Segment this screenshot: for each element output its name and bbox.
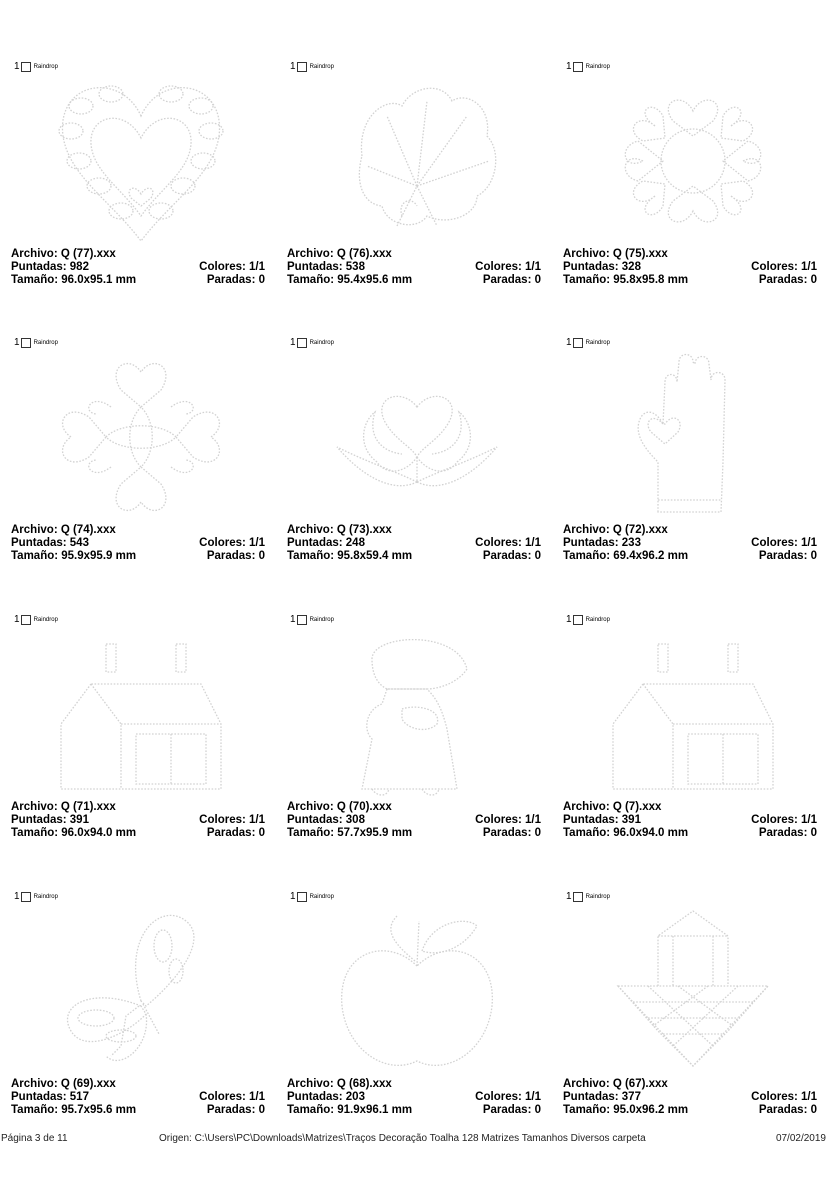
stop-count: Paradas: 0: [482, 550, 541, 562]
color-name: Raindrop: [309, 340, 334, 346]
color-count: Colores: 1/1: [199, 537, 265, 549]
design-info: [11, 1078, 265, 1117]
color-number: 1: [566, 891, 572, 902]
color-number: 1: [566, 61, 572, 72]
color-number: 1: [14, 614, 20, 625]
design-info: [563, 524, 817, 563]
color-count: Colores: 1/1: [751, 261, 817, 273]
origin-path: Origen: C:\Users\PC\Downloads\Matrizes\Traços Decoração Toalha 128 Matrizes Tamanhos Diversos carpeta: [159, 1133, 646, 1144]
house-outline: [51, 629, 231, 799]
stop-count: Paradas: 0: [758, 827, 817, 839]
stitch-count: Puntadas: 233: [563, 537, 641, 549]
page-number: Página 3 de 11: [1, 1133, 68, 1144]
design-size: Tamaño: 96.0x95.1 mm: [11, 274, 137, 286]
stop-count: Paradas: 0: [482, 1104, 541, 1116]
color-legend: [290, 61, 334, 73]
color-legend: [566, 61, 610, 73]
color-count: Colores: 1/1: [475, 261, 541, 273]
design-card: [287, 890, 547, 1140]
stitch-count: Puntadas: 203: [287, 1091, 365, 1103]
stitch-count: Puntadas: 538: [287, 261, 365, 273]
color-count: Colores: 1/1: [475, 1091, 541, 1103]
design-size: Tamaño: 95.0x96.2 mm: [563, 1104, 689, 1116]
color-count: Colores: 1/1: [751, 537, 817, 549]
design-card: [287, 60, 547, 310]
design-size: Tamaño: 95.8x95.8 mm: [563, 274, 689, 286]
design-size: Tamaño: 96.0x94.0 mm: [563, 827, 689, 839]
design-info: [287, 524, 541, 563]
house-design-preview: [51, 629, 231, 799]
glove-outline: [603, 352, 783, 522]
color-legend: [566, 891, 610, 903]
stitch-count: Puntadas: 391: [11, 814, 89, 826]
color-swatch: [573, 615, 583, 625]
heart-cross-outline: [51, 352, 231, 522]
heart-tulip-design-preview: [327, 352, 507, 522]
stitch-count: Puntadas: 377: [563, 1091, 641, 1103]
stop-count: Paradas: 0: [758, 1104, 817, 1116]
stop-count: Paradas: 0: [482, 827, 541, 839]
color-number: 1: [290, 891, 296, 902]
color-name: Raindrop: [309, 617, 334, 623]
sunbonnet-design-preview: [327, 629, 507, 799]
design-card: [11, 890, 271, 1140]
stop-count: Paradas: 0: [758, 274, 817, 286]
design-info: [287, 801, 541, 840]
basket-outline: [603, 906, 783, 1076]
color-count: Colores: 1/1: [751, 1091, 817, 1103]
stitch-count: Puntadas: 328: [563, 261, 641, 273]
stop-count: Paradas: 0: [758, 550, 817, 562]
stitch-count: Puntadas: 543: [11, 537, 89, 549]
design-card: [563, 613, 823, 863]
color-number: 1: [566, 614, 572, 625]
color-count: Colores: 1/1: [475, 537, 541, 549]
shell-design-preview: [327, 76, 507, 246]
shell-outline: [327, 76, 507, 246]
color-legend: [290, 337, 334, 349]
stop-count: Paradas: 0: [206, 550, 265, 562]
heart-cross-design-preview: [51, 352, 231, 522]
color-name: Raindrop: [33, 617, 58, 623]
heart-tulip-outline: [327, 352, 507, 522]
color-number: 1: [290, 614, 296, 625]
design-card: [11, 60, 271, 310]
file-name: Archivo: Q (7).xxx: [563, 801, 662, 813]
design-size: Tamaño: 95.4x95.6 mm: [287, 274, 413, 286]
color-swatch: [21, 338, 31, 348]
file-name: Archivo: Q (69).xxx: [11, 1078, 116, 1090]
color-legend: [290, 614, 334, 626]
design-card: [563, 890, 823, 1140]
color-legend: [566, 337, 610, 349]
color-name: Raindrop: [585, 617, 610, 623]
design-info: [11, 524, 265, 563]
color-swatch: [21, 615, 31, 625]
color-swatch: [573, 62, 583, 72]
sunbonnet-outline: [327, 629, 507, 799]
design-info: [287, 1078, 541, 1117]
color-number: 1: [290, 61, 296, 72]
color-swatch: [297, 615, 307, 625]
design-card: [563, 336, 823, 586]
color-name: Raindrop: [33, 64, 58, 70]
design-card: [11, 336, 271, 586]
glove-design-preview: [603, 352, 783, 522]
design-size: Tamaño: 69.4x96.2 mm: [563, 550, 689, 562]
design-card: [11, 613, 271, 863]
heart-ring-outline: [603, 76, 783, 246]
color-name: Raindrop: [585, 894, 610, 900]
color-count: Colores: 1/1: [475, 814, 541, 826]
design-info: [11, 801, 265, 840]
file-name: Archivo: Q (74).xxx: [11, 524, 116, 536]
stop-count: Paradas: 0: [206, 274, 265, 286]
design-card: [287, 336, 547, 586]
color-legend: [14, 614, 58, 626]
heart-wreath-outline: [51, 76, 231, 246]
stitch-count: Puntadas: 308: [287, 814, 365, 826]
color-number: 1: [14, 337, 20, 348]
color-legend: [14, 61, 58, 73]
design-info: [563, 801, 817, 840]
color-number: 1: [566, 337, 572, 348]
color-name: Raindrop: [585, 340, 610, 346]
stop-count: Paradas: 0: [206, 1104, 265, 1116]
file-name: Archivo: Q (75).xxx: [563, 248, 668, 260]
house-outline: [603, 629, 783, 799]
design-info: [563, 248, 817, 287]
color-number: 1: [14, 891, 20, 902]
color-swatch: [297, 892, 307, 902]
file-name: Archivo: Q (71).xxx: [11, 801, 116, 813]
design-size: Tamaño: 95.8x59.4 mm: [287, 550, 413, 562]
color-legend: [14, 337, 58, 349]
color-legend: [14, 891, 58, 903]
color-name: Raindrop: [309, 64, 334, 70]
butterfly-design-preview: [51, 906, 231, 1076]
color-swatch: [573, 892, 583, 902]
print-date: 07/02/2019: [775, 1133, 826, 1144]
color-swatch: [21, 62, 31, 72]
file-name: Archivo: Q (77).xxx: [11, 248, 116, 260]
color-name: Raindrop: [309, 894, 334, 900]
color-name: Raindrop: [33, 340, 58, 346]
stitch-count: Puntadas: 517: [11, 1091, 89, 1103]
color-name: Raindrop: [585, 64, 610, 70]
color-count: Colores: 1/1: [199, 814, 265, 826]
heart-wreath-design-preview: [51, 76, 231, 246]
color-legend: [290, 891, 334, 903]
design-size: Tamaño: 96.0x94.0 mm: [11, 827, 137, 839]
color-swatch: [573, 338, 583, 348]
color-count: Colores: 1/1: [199, 261, 265, 273]
file-name: Archivo: Q (68).xxx: [287, 1078, 392, 1090]
design-size: Tamaño: 57.7x95.9 mm: [287, 827, 413, 839]
design-size: Tamaño: 91.9x96.1 mm: [287, 1104, 413, 1116]
file-name: Archivo: Q (67).xxx: [563, 1078, 668, 1090]
file-name: Archivo: Q (73).xxx: [287, 524, 392, 536]
stitch-count: Puntadas: 391: [563, 814, 641, 826]
file-name: Archivo: Q (76).xxx: [287, 248, 392, 260]
stop-count: Paradas: 0: [482, 274, 541, 286]
basket-design-preview: [603, 906, 783, 1076]
butterfly-outline: [51, 906, 231, 1076]
design-card: [563, 60, 823, 310]
design-card: [287, 613, 547, 863]
design-size: Tamaño: 95.7x95.6 mm: [11, 1104, 137, 1116]
color-number: 1: [290, 337, 296, 348]
color-number: 1: [14, 61, 20, 72]
color-swatch: [297, 338, 307, 348]
color-count: Colores: 1/1: [199, 1091, 265, 1103]
design-info: [287, 248, 541, 287]
color-swatch: [21, 892, 31, 902]
apple-design-preview: [327, 906, 507, 1076]
color-name: Raindrop: [33, 894, 58, 900]
design-info: [11, 248, 265, 287]
stop-count: Paradas: 0: [206, 827, 265, 839]
color-count: Colores: 1/1: [751, 814, 817, 826]
stitch-count: Puntadas: 982: [11, 261, 89, 273]
color-swatch: [297, 62, 307, 72]
color-legend: [566, 614, 610, 626]
design-info: [563, 1078, 817, 1117]
file-name: Archivo: Q (72).xxx: [563, 524, 668, 536]
apple-outline: [327, 906, 507, 1076]
file-name: Archivo: Q (70).xxx: [287, 801, 392, 813]
house-design-preview: [603, 629, 783, 799]
design-size: Tamaño: 95.9x95.9 mm: [11, 550, 137, 562]
heart-ring-design-preview: [603, 76, 783, 246]
page-footer: [0, 1133, 826, 1147]
stitch-count: Puntadas: 248: [287, 537, 365, 549]
